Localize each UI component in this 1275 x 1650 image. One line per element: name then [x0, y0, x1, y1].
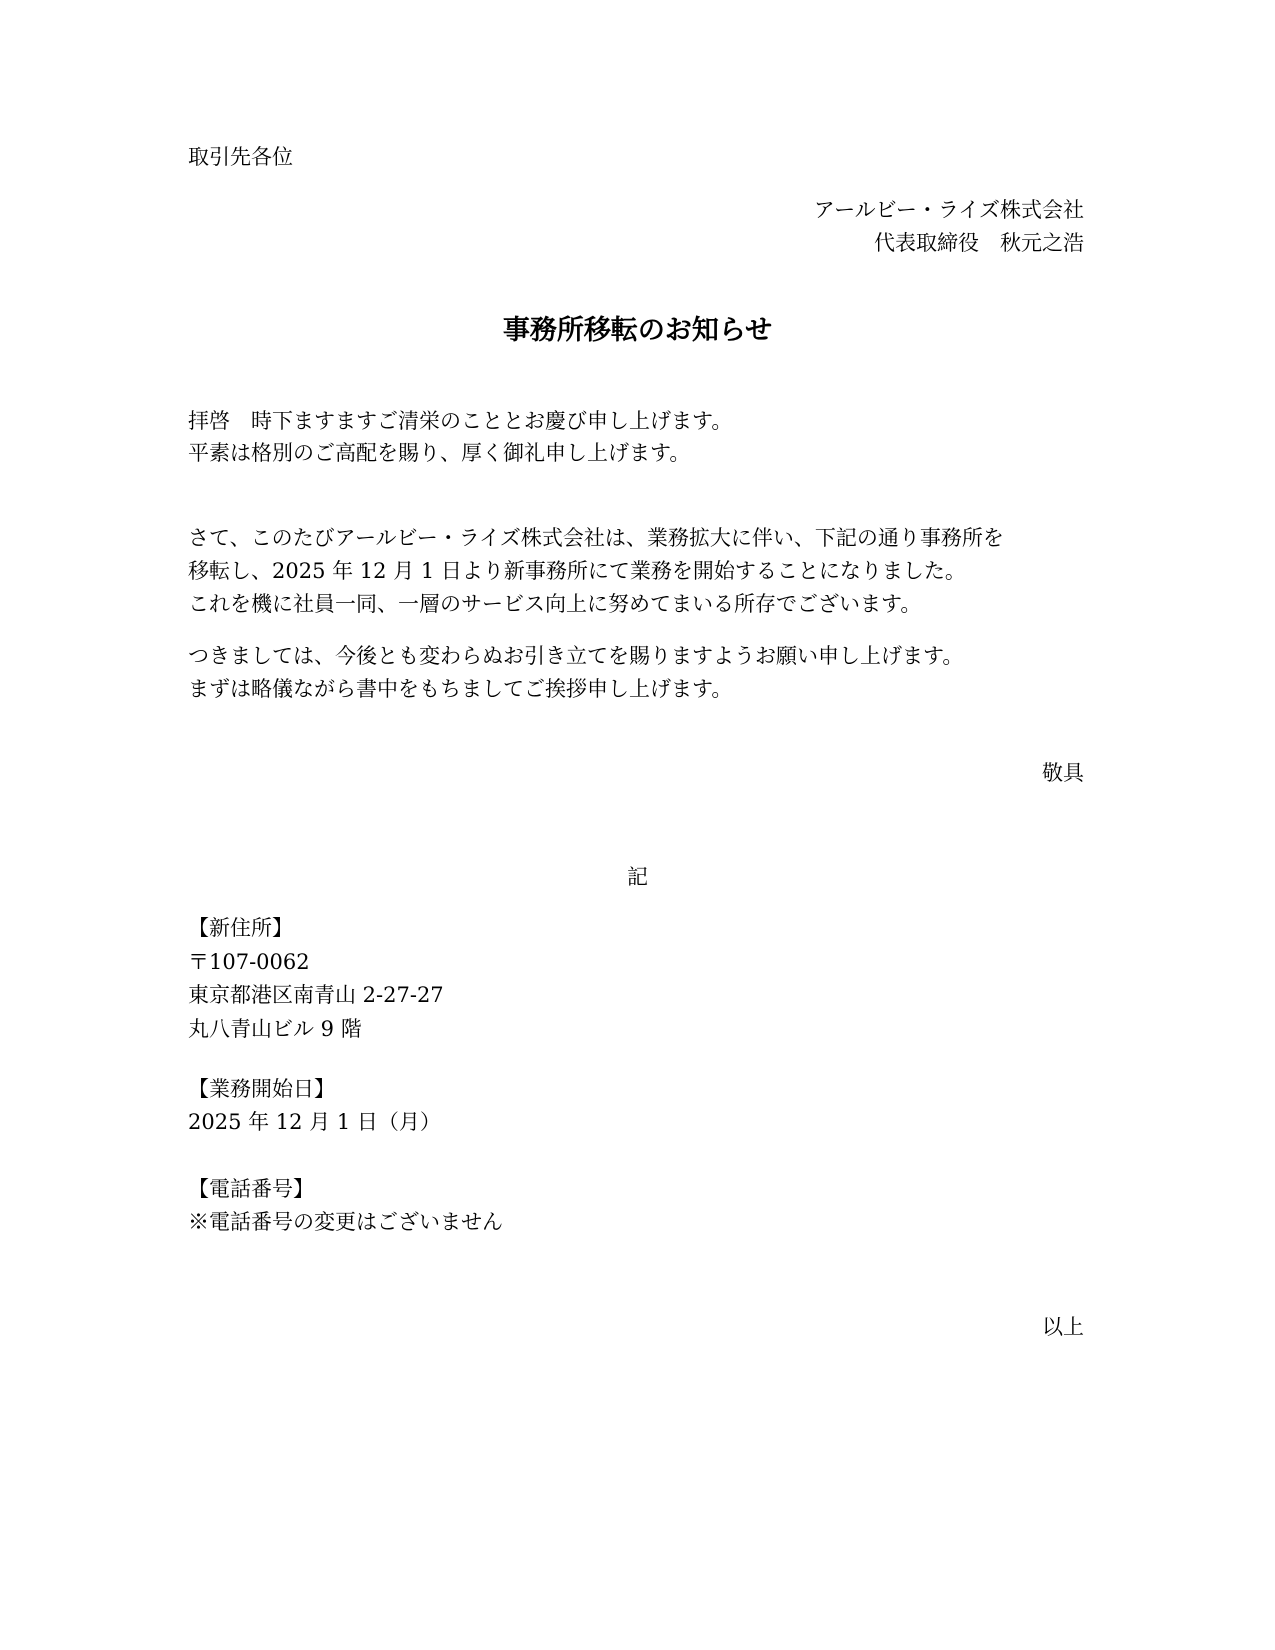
body-line-3: これを機に社員一同、一層のサービス向上に努めてまいる所存でございます。 — [188, 592, 922, 616]
new-address-postal: 〒107-0062 — [188, 950, 310, 974]
body-line-2: 移転し、2025 年 12 月 1 日より新事務所にて業務を開始することになりました。 — [188, 559, 966, 583]
body-line-4: つきましては、今後とも変わらぬお引き立てを賜りますようお願い申し上げます。 — [188, 644, 964, 668]
new-address-heading: 【新住所】 — [188, 916, 293, 940]
start-date-heading: 【業務開始日】 — [188, 1077, 335, 1101]
body-line-1: さて、このたびアールビー・ライズ株式会社は、業務拡大に伴い、下記の通り事務所を — [188, 526, 1004, 550]
closing-keigu: 敬具 — [1042, 761, 1084, 785]
phone-heading: 【電話番号】 — [188, 1177, 314, 1201]
start-date-value: 2025 年 12 月 1 日（月） — [188, 1110, 441, 1134]
sender-representative: 代表取締役 秋元之浩 — [874, 231, 1084, 255]
phone-note: ※電話番号の変更はございません — [188, 1210, 503, 1234]
end-ijou: 以上 — [1042, 1315, 1084, 1339]
ki-heading: 記 — [627, 865, 648, 889]
document-title: 事務所移転のお知らせ — [502, 315, 773, 346]
body-line-5: まずは略儀ながら書中をもちましてご挨拶申し上げます。 — [188, 677, 733, 701]
new-address-street: 東京都港区南青山 2-27-27 — [188, 983, 444, 1007]
greeting-line-2: 平素は格別のご高配を賜り、厚く御礼申し上げます。 — [188, 441, 691, 465]
addressee: 取引先各位 — [188, 145, 293, 169]
greeting-line-1: 拝啓 時下ますますご清栄のこととお慶び申し上げます。 — [188, 409, 733, 433]
sender-company: アールビー・ライズ株式会社 — [813, 198, 1084, 222]
new-address-building: 丸八青山ビル 9 階 — [188, 1017, 362, 1041]
